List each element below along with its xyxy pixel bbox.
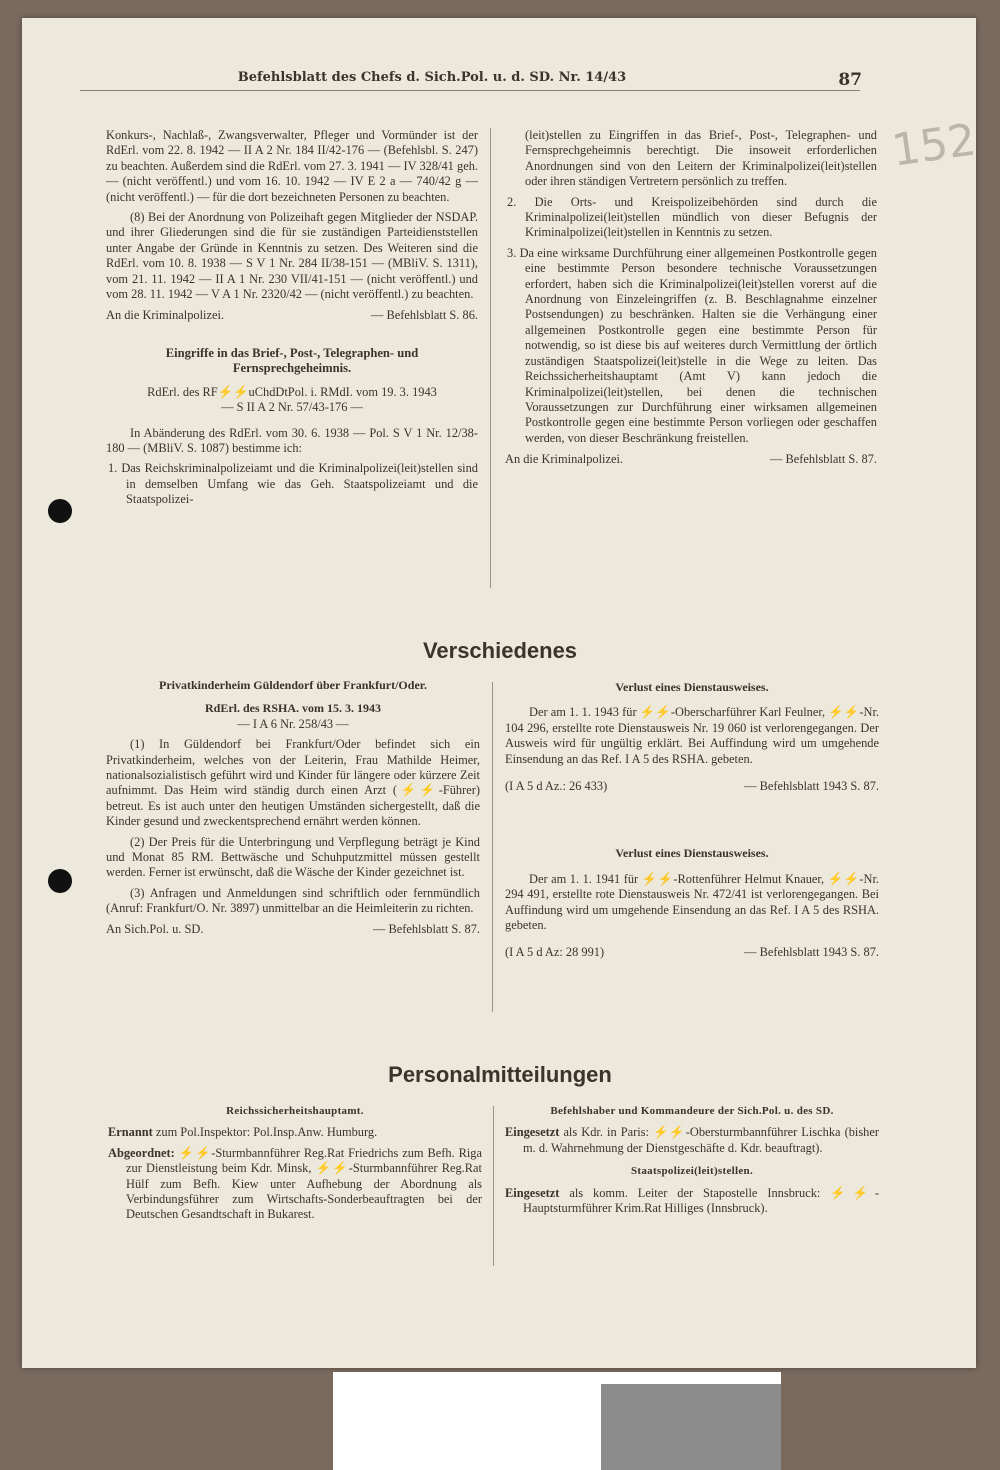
reference: — Befehlsblatt 1943 S. 87.: [744, 945, 879, 960]
reference: — Befehlsblatt S. 87.: [372, 921, 480, 936]
right-column-top: [505, 128, 877, 468]
signature-line: [505, 945, 879, 960]
column-divider: [492, 682, 493, 1012]
left-column-top: [106, 128, 478, 513]
entry-text: ⚡⚡-Sturmbannführer Reg.Rat Friedrichs zum Befh. Riga zur Dienstleistung beim Kdr. Minsk, ⚡⚡-Sturmbannführer Reg.Rat Hülf zum Befh. Kiew unter Aufhebung der Abordnung als Verbindungsführer zum Wirtschafts-Sonderbeauftragten bei der Deutschen Gesandtschaft in Bukarest.: [126, 1145, 482, 1222]
signature-line: [505, 779, 879, 794]
gray-patch: [601, 1384, 781, 1470]
reference: — Befehlsblatt S. 87.: [769, 452, 877, 467]
paragraph: (3) Anfragen und Anmeldungen sind schriftlich oder fernmündlich (Anruf: Frankfurt/O. Nr. 3897) unmittelbar an die Heimleiterin zu richten.: [106, 885, 480, 916]
paragraph: Konkurs-, Nachlaß-, Zwangsverwalter, Pfleger und Vormünder ist der RdErl. vom 22. 8. 1942 — II A 2 Nr. 184 II/42-176 — (Befehlsbl. S. 247) zu beachten. Außerdem sind die RdErl. vom 27. 3. 1941 — IV 328/41 geh. — (nicht veröffentl.) und vom 16. 10. 1942 — IV E 2 a — 740/42 g — (nicht veröffentl.) — für die dort bezeichneten Personen zu beachten.: [106, 128, 478, 204]
punch-hole: [48, 869, 72, 893]
left-column-personnel: [108, 1104, 482, 1228]
file-reference: (I A 5 d Az.: 26 433): [505, 779, 608, 794]
header-title: Befehlsblatt des Chefs d. Sich.Pol. u. d. SD. Nr. 14/43: [237, 70, 627, 85]
signature-line: [505, 452, 877, 467]
paragraph: (8) Bei der Anordnung von Polizeihaft gegen Mitglieder der NSDAP. und ihrer Gliederungen sind die für sie zuständigen Parteidienststellen unter Angabe der Gründe in Kenntnis zu setzen. Des Weiteren sind die RdErl. vom 10. 8. 1938 — S V 1 Nr. 284 II/38-151 — (MBliV. S. 1311), vom 21. 11. 1942 — II A 1 Nr. 230 VII/41-151 — (nicht veröffentl.) und vom 28. 11. 1942 — V A 1 Nr. 2320/42 — (nicht veröffentl.) zu beachten.: [106, 210, 478, 302]
reference: — Befehlsblatt 1943 S. 87.: [744, 779, 879, 794]
entry-label: Eingesetzt: [505, 1125, 560, 1140]
paragraph: (2) Der Preis für die Unterbringung und Verpflegung beträgt je Kind und Monat 85 RM. Bettwäsche und Schuhputzmittel müssen gestellt werden. Ferner ist erwünscht, daß die Wäsche der Kinder gezeichnet ist.: [106, 834, 480, 880]
signature-line: [106, 308, 478, 323]
paragraph: Der am 1. 1. 1941 für ⚡⚡-Rottenführer Helmut Knauer, ⚡⚡-Nr. 294 491, erstellte rote Dienstausweis Nr. 472/41 ist verlorengegangen. Bei Auffindung wird um umgehende Einsendung an das Ref. I A 5 des RSHA. gebeten.: [505, 871, 879, 933]
archive-stamp: 152: [888, 114, 980, 177]
left-column-misc: [106, 678, 480, 937]
addressee: An die Kriminalpolizei.: [106, 308, 225, 323]
right-column-personnel: [505, 1104, 879, 1221]
decree-number: — S II A 2 Nr. 57/43-176 —: [221, 400, 363, 415]
section-heading: Eingriffe in das Brief-, Post-, Telegraphen- und Fernsprechgeheimnis.: [165, 345, 419, 376]
addressee: An Sich.Pol. u. SD.: [106, 921, 204, 936]
section-heading: Verlust eines Dienstausweises.: [615, 680, 769, 694]
section-title: Personalmitteilungen: [388, 1062, 612, 1087]
list-item: 2. Die Orts- und Kreispolizeibehörden sind durch die Kriminalpolizei(leit)stellen mündlich von dieser Befugnis der Kriminalpolizei(leit)stellen in Kenntnis zu setzen.: [507, 194, 877, 240]
paragraph: (leit)stellen zu Eingriffen in das Brief-, Post-, Telegraphen- und Fernsprechgeheimnis berechtigt. Die insoweit erforderlichen Anordnungen sind von den Leitern der Kriminalpolizei(leit)stellen oder ihren ständigen Vertretern persönlich zu treffen.: [525, 128, 877, 189]
decree-ref: RdErl. des RF⚡⚡uChdDtPol. i. RMdI. vom 19. 3. 1943: [147, 384, 437, 399]
page-number: 87: [838, 70, 862, 90]
section-title: Verschiedenes: [422, 638, 578, 663]
entry-label: Eingesetzt: [505, 1185, 560, 1200]
signature-line: [106, 922, 480, 937]
paragraph: In Abänderung des RdErl. vom 30. 6. 1938 — Pol. S V 1 Nr. 12/38-180 — (MBliV. S. 1087) bestimme ich:: [106, 425, 478, 455]
section-heading: Privatkinderheim Güldendorf über Frankfurt/Oder.: [158, 678, 427, 692]
entry-text: zum Pol.Inspektor: Pol.Insp.Anw. Humburg.: [155, 1125, 378, 1140]
color-calibration-card: [333, 1372, 781, 1470]
entry-label: Abgeordnet:: [108, 1145, 175, 1160]
section-heading: Verlust eines Dienstausweises.: [615, 846, 769, 861]
section-heading: Staatspolizei(leit)stellen.: [630, 1165, 754, 1178]
file-reference: (I A 5 d Az: 28 991): [505, 945, 605, 960]
paragraph: (1) In Güldendorf bei Frankfurt/Oder befindet sich ein Privatkinderheim, welches von der Leiterin, Frau Mathilde Heimer, nationalsozialistisch geführt wird und Kinder für längere oder kürzere Zeit aufnimmt. Das Heim wird ständig durch einen Arzt (⚡⚡-Führer) betreut. Es ist auch unter den heutigen Umständen sichergestellt, daß die Kinder gesund und zweckentsprechend ernährt werden können.: [106, 737, 480, 829]
list-item: 3. Da eine wirksame Durchführung einer allgemeinen Postkontrolle gegen eine bestimmte Person besondere technische Voraussetzungen erfordert, haben sich die Kriminalpolizei(leit)stellen vorerst auf die Anordnung von Einzeleingriffen (z. B. Beschlagnahme einzelner Postsendungen) zu beschränken. Halten sie die Verhängung einer allgemeinen Postkontrolle gegen eine bestimmte Person für notwendig, so ist diese bis auf weiteres durch Vermittlung der örtlich zuständigen Staatspolizei(leit)stelle in die Wege zu leiten. Das Reichssicherheitshauptamt (Amt V) kann jedoch die Kriminalpolizei(leit)stellen, bei denen die technischen Voraussetzungen zur Durchführung einer wirksamen allgemeinen Postkontrolle gegen eine bestimmte Person vorliegen oder geschaffen werden, von dieser Beschränkung freistellen.: [507, 245, 877, 445]
paragraph: Der am 1. 1. 1943 für ⚡⚡-Oberscharführer Karl Feulner, ⚡⚡-Nr. 104 296, erstellte rote Dienstausweis Nr. 19 060 ist verlorengegangen. Der Ausweis wird für ungültig erklärt. Bei Auffindung wird um umgehende Einsendung an das Ref. I A 5 des RSHA. gebeten.: [505, 705, 879, 766]
entry-label: Ernannt: [108, 1125, 153, 1140]
section-heading: Reichssicherheitshauptamt.: [226, 1105, 364, 1117]
entry-text: als Kdr. in Paris: ⚡⚡-Obersturmbannführer Lischka (bisher m. d. Wahrnehmung der Dienstgeschäfte d. Kdr. beauftragt).: [523, 1125, 879, 1155]
decree-number: — I A 6 Nr. 258/43 —: [237, 716, 349, 731]
column-divider: [490, 128, 491, 588]
personnel-entry: [505, 1125, 879, 1156]
addressee: An die Kriminalpolizei.: [505, 452, 624, 467]
entry-text: als komm. Leiter der Stapostelle Innsbruck: ⚡⚡-Hauptsturmführer Krim.Rat Hilliges (Innsbruck).: [523, 1185, 879, 1216]
column-divider: [493, 1106, 494, 1266]
list-item: 1. Das Reichskriminalpolizeiamt und die Kriminalpolizei(leit)stellen sind in demselben Umfang wie das Geh. Staatspolizeiamt und die Staatspolizei-: [108, 461, 478, 507]
header-rule: [80, 90, 860, 91]
personnel-entry: [505, 1186, 879, 1217]
section-heading: Befehlshaber und Kommandeure der Sich.Pol. u. des SD.: [550, 1105, 834, 1117]
punch-hole: [48, 499, 72, 523]
decree-ref: RdErl. des RSHA. vom 15. 3. 1943: [204, 701, 381, 716]
personnel-entry: [108, 1146, 482, 1223]
personnel-entry: [108, 1125, 482, 1140]
reference: — Befehlsblatt S. 86.: [370, 308, 478, 323]
right-column-misc: [505, 680, 879, 961]
